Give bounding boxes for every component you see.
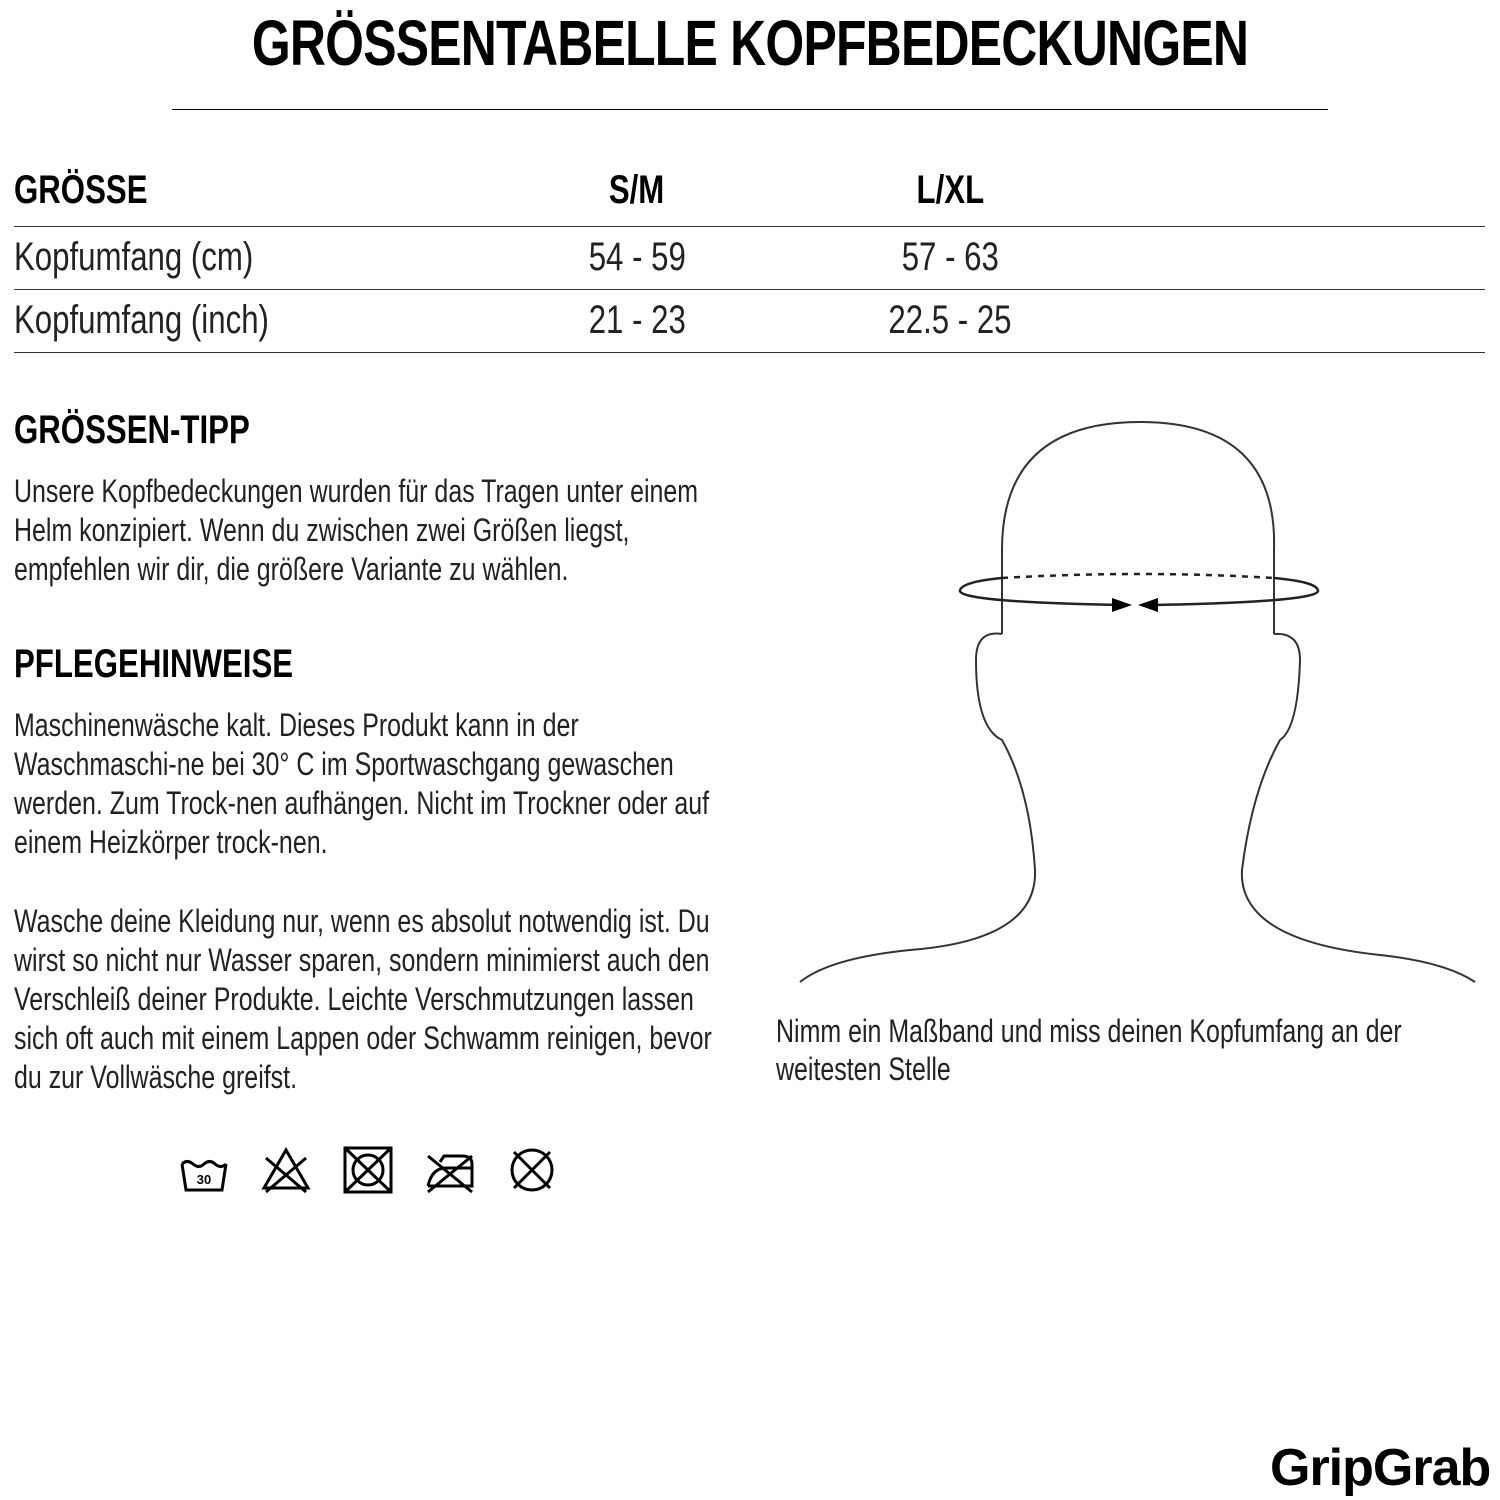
- measure-caption: Nimm ein Maßband und miss deinen Kopfumfang an der weitesten Stelle: [776, 1013, 1402, 1087]
- no-dry-clean-icon: [504, 1142, 560, 1198]
- left-ear-neck-outline: [800, 634, 1035, 982]
- care-text: Maschinenwäsche kalt. Dieses Produkt kann in der Waschmaschi-ne bei 30° C im Sportwaschgang gewaschen werden. Zum Trock-nen aufhängen. Nicht im Trockner oder auf einem Heizkörper trock-nen.: [14, 707, 710, 860]
- wash-temp-label: 30: [196, 1172, 212, 1187]
- column-header-sm: S/M: [609, 168, 665, 212]
- care-text-sustainability: Wasche deine Kleidung nur, wenn es absolut notwendig ist. Du wirst so nicht nur Wasser sparen, sondern minimierst auch den Verschleiß deiner Produkte. Leichte Verschmutzungen lassen sich oft auch mit einem Lappen oder Schwamm reinigen, bevor du zur Vollwäsche greifst.: [14, 903, 712, 1095]
- tape-right-loop: [1150, 578, 1318, 605]
- cell-value: 54 - 59: [588, 235, 686, 279]
- page-title: GRÖSSENTABELLE KOPFBEDECKUNGEN: [251, 7, 1249, 79]
- tip-text: Unsere Kopfbedeckungen wurden für das Tragen unter einem Helm konzipiert. Wenn du zwischen zwei Größen liegst, empfehlen wir dir, die größere Variante zu wählen.: [14, 473, 699, 587]
- no-tumble-dry-icon: [340, 1142, 396, 1198]
- cell-value: 22.5 - 25: [888, 298, 1012, 342]
- care-symbols: [176, 1142, 560, 1198]
- tape-arrow-left-icon: [1138, 598, 1158, 612]
- head-measure-illustration: [790, 410, 1490, 990]
- tape-back-dashed: [1002, 574, 1274, 578]
- table-row: [14, 290, 1485, 353]
- row-label: Kopfumfang (cm): [14, 235, 254, 279]
- cell-value: 57 - 63: [901, 235, 999, 279]
- table-row: [14, 227, 1485, 290]
- cell-value: 21 - 23: [588, 298, 686, 342]
- row-label: Kopfumfang (inch): [14, 298, 269, 342]
- brand-logo: GripGrab: [1270, 1439, 1491, 1497]
- right-ear-neck-outline: [1242, 634, 1475, 982]
- care-heading: PFLEGEHINWEISE: [14, 642, 294, 686]
- column-header-size: GRÖSSE: [14, 168, 148, 212]
- no-iron-icon: [422, 1142, 478, 1198]
- wash-30-icon: [176, 1142, 232, 1198]
- column-header-lxl: L/XL: [916, 168, 984, 212]
- table-header-row: [14, 160, 1485, 227]
- tape-left-loop: [960, 578, 1120, 605]
- no-bleach-icon: [258, 1142, 314, 1198]
- tip-heading: GRÖSSEN-TIPP: [14, 408, 250, 452]
- tape-arrow-right-icon: [1112, 598, 1132, 612]
- title-divider: [172, 109, 1328, 110]
- size-table: [14, 160, 1485, 353]
